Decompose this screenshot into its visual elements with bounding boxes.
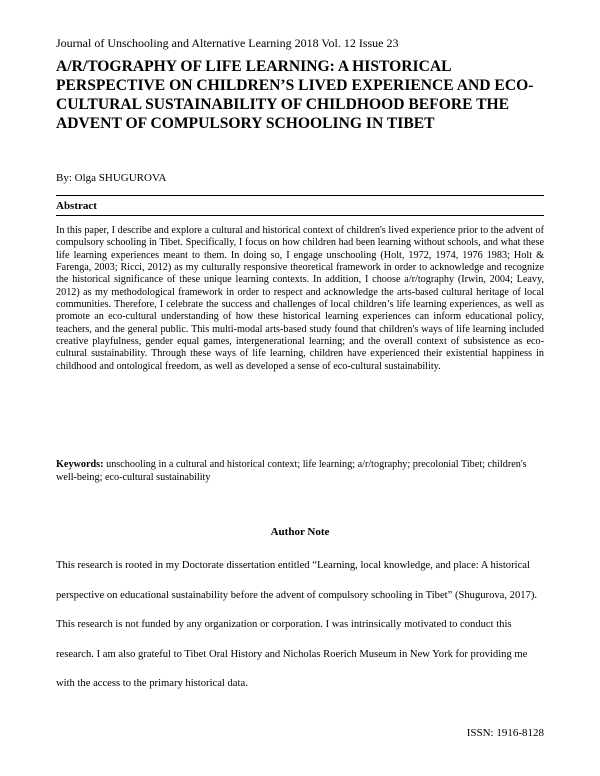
author-note-body: This research is rooted in my Doctorate dissertation entitled “Learning, local knowledge, and place: A historical perspective on educational sustainability before the advent of compulsory schooling in Tibet” (Shugurova, 2017). This research is not funded by any organization or corporation. I was intrinsically motivated to conduct this research. I am also grateful to Tibet Oral History and Nicholas Roerich Museum in New York for providing me with the access to the primary historical data. [56,560,538,690]
article-title: A/R/TOGRAPHY OF LIFE LEARNING: A HISTORICAL PERSPECTIVE ON CHILDREN’S LIVED EXPERIENCE AND ECO-CULTURAL SUSTAINABILITY OF CHILDHOOD BEFORE THE ADVENT OF COMPULSORY SCHOOLING IN TIBET [56,58,534,132]
abstract-body: In this paper, I describe and explore a cultural and historical context of children's lived experience prior to the advent of compulsory schooling in Tibet. Specifically, I focus on how children had been learning without schools, and what these life learning experiences meant to them. In doing so, I engage unschooling (Holt, 1972, 1974, 1976 1983; Holt & Farenga, 2003; Ricci, 2012) as my culturally responsive theoretical framework in order to acknowledge and recognize the historical significance of these unique learning contexts. In addition, I choose a/r/tography (Irwin, 2004; Leavy, 2012) as my methodological framework in order to respect and acknowledge the arts-based cultural heritage of local communities. Therefore, I celebrate the success and challenges of local children’s life learning experiences, as well as promote an eco-cultural understanding of how these historical learning experiences can inform educational policy, teachers, and the general public. This multi-modal arts-based study found that children's ways of life learning included creative playfulness, gender equal games, intergenerational learning; and the overall context of subsistence as eco-cultural sustainability. Through these ways of life learning, children have experienced their existential happiness in childhood and ontological freedom, as well as developed a sense of eco-cultural sustainability. [56,225,544,372]
keywords-label: Keywords: [56,459,104,470]
abstract-bottom-rule [56,215,544,216]
author-byline: By: Olga SHUGUROVA [56,172,167,184]
abstract-top-rule [56,195,544,196]
journal-header: Journal of Unschooling and Alternative Learning 2018 Vol. 12 Issue 23 [56,36,399,50]
author-note-heading: Author Note [270,526,330,538]
issn: ISSN: 1916-8128 [466,727,544,739]
keywords-text: unschooling in a cultural and historical context; life learning; a/r/tography; precolonial Tibet; children's well-being; eco-cultural sustainability [56,459,527,483]
abstract-heading: Abstract [56,200,97,212]
keywords [56,459,544,484]
